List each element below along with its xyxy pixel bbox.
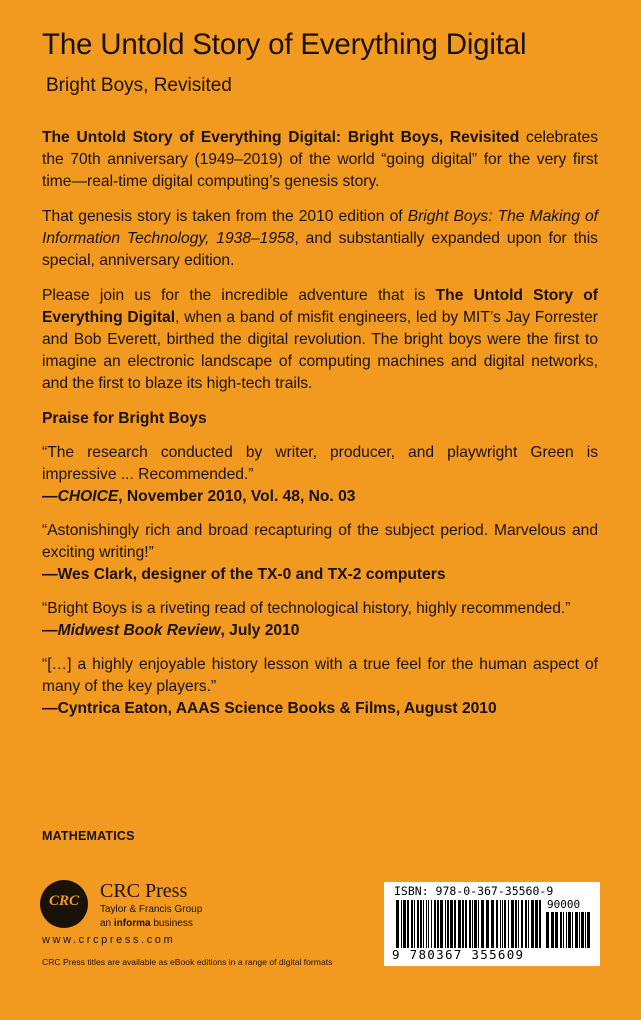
attribution-text: , November 2010, Vol. 48, No. 03 <box>118 488 356 505</box>
praise-quote <box>42 442 598 508</box>
barcode-bar <box>403 900 406 948</box>
description-text: , when a band of misfit engineers, led by MIT’s Jay Forrester and Bob Everett, birthed the digital revolution. The bright boys were the first to imagine an electronic landscape of computing machines and digital networks, and the first to blaze its high-tech trails. <box>42 309 598 392</box>
barcode-bar <box>555 912 558 948</box>
barcode-digits: 9 780367 355609 <box>392 947 525 962</box>
quote-text: “The research conducted by writer, producer, and playwright Green is impressive ... Recommended.” <box>42 444 598 483</box>
barcode-bar <box>440 900 443 948</box>
barcode-bar <box>515 900 517 948</box>
book-title: The Untold Story of Everything Digital <box>42 28 527 61</box>
barcode-bar <box>428 900 429 948</box>
barcode-bar <box>528 900 529 948</box>
barcode-bar <box>469 900 471 948</box>
barcode-bar <box>535 900 538 948</box>
barcode-bar <box>411 900 413 948</box>
quote-text: “[…] a highly enjoyable history lesson with a true feel for the human aspect of many of the key players.” <box>42 656 598 695</box>
barcode-bar <box>531 900 534 948</box>
barcode-bar <box>525 900 527 948</box>
barcode-bar <box>504 900 506 948</box>
barcode-bar <box>579 912 580 948</box>
barcode-bar <box>581 912 584 948</box>
praise-heading: Praise for Bright Boys <box>42 410 207 427</box>
barcode-bar <box>454 900 456 948</box>
praise-quote <box>42 520 598 586</box>
barcode-bar <box>423 900 424 948</box>
barcode-bars-icon <box>396 900 544 948</box>
barcode-bar <box>401 900 402 948</box>
barcode-bar <box>496 900 498 948</box>
description-text: celebrates the 70th anniversary (1949–2019) of the world “going digital” for the very first time—real-time digital computing’s genesis story. <box>42 129 599 190</box>
attribution-text: , July 2010 <box>220 622 300 639</box>
book-subtitle: Bright Boys, Revisited <box>46 75 232 96</box>
price-code: 90000 <box>547 898 581 911</box>
barcode-bar <box>511 900 514 948</box>
attribution-text: — <box>42 622 58 639</box>
description-paragraph-1 <box>42 127 598 193</box>
barcode-bar <box>587 912 590 948</box>
barcode-bar <box>572 912 573 948</box>
description-paragraph-3 <box>42 285 598 395</box>
barcode-bar <box>563 912 564 948</box>
barcode-bar <box>445 900 446 948</box>
barcode-addon-bars-icon <box>546 912 592 948</box>
quote-text: “Astonishingly rich and broad recapturing of the subject period. Marvelous and exciting writing!” <box>42 522 598 561</box>
informa-text: business <box>150 918 193 929</box>
barcode-bar <box>486 900 489 948</box>
barcode-bar <box>450 900 453 948</box>
barcode-bar <box>472 900 473 948</box>
barcode-bar <box>417 900 419 948</box>
praise-quote <box>42 598 598 642</box>
barcode-bar <box>462 900 464 948</box>
barcode-bar <box>518 900 519 948</box>
barcode-bar <box>447 900 449 948</box>
ebook-note: CRC Press titles are available as eBook editions in a range of digital formats <box>42 957 333 967</box>
barcode-bar <box>437 900 439 948</box>
barcode-bar <box>560 912 562 948</box>
publisher-informa <box>100 918 193 930</box>
barcode-bar <box>458 900 461 948</box>
description-body <box>42 127 598 732</box>
publisher-name: CRC Press <box>100 880 188 902</box>
barcode-bar <box>426 900 427 948</box>
barcode-bar <box>585 912 586 948</box>
description-bold-title: The Untold Story of Everything Digital <box>42 287 598 326</box>
description-text: Please join us for the incredible adventure that is <box>42 287 436 304</box>
barcode-bar <box>474 900 477 948</box>
informa-bold: informa <box>113 918 151 929</box>
attribution-source: Midwest Book Review <box>57 622 221 639</box>
barcode-bar <box>481 900 484 948</box>
isbn-label: ISBN: 978-0-367-35560-9 <box>394 884 554 898</box>
publisher-url: www.crcpress.com <box>42 934 176 946</box>
attribution-text: —Wes Clark, designer of the TX-0 and TX-2 computers <box>42 566 446 583</box>
barcode-bar <box>396 900 399 948</box>
praise-quote <box>42 654 598 720</box>
subject-category: MATHEMATICS <box>42 829 135 843</box>
description-text: That genesis story is taken from the 2010 edition of <box>42 208 408 225</box>
description-italic-title: Bright Boys: The Making of Information Technology, 1938–1958 <box>42 208 598 247</box>
description-text: , and substantially expanded upon for this special, anniversary edition. <box>42 230 598 269</box>
barcode-bar <box>521 900 523 948</box>
quote-attribution <box>42 564 598 586</box>
quote-attribution <box>42 698 598 720</box>
barcode-bar <box>434 900 436 948</box>
quote-text: “Bright Boys is a riveting read of technological history, highly recommended.” <box>42 600 571 617</box>
description-bold-title: The Untold Story of Everything Digital: Bright Boys, Revisited <box>42 129 520 146</box>
barcode-bar <box>539 900 541 948</box>
attribution-text: —Cyntrica Eaton, AAAS Science Books & Films, August 2010 <box>42 700 497 717</box>
barcode-bar <box>491 900 494 948</box>
attribution-source: CHOICE <box>57 488 119 505</box>
publisher-group: Taylor & Francis Group <box>100 904 203 915</box>
quote-attribution <box>42 620 598 642</box>
isbn-barcode <box>384 882 600 966</box>
informa-text: an <box>100 918 114 929</box>
description-paragraph-2 <box>42 206 598 272</box>
barcode-bar <box>478 900 479 948</box>
barcode-bar <box>500 900 501 948</box>
attribution-text: — <box>42 488 58 505</box>
barcode-bar <box>407 900 409 948</box>
barcode-bar <box>568 912 571 948</box>
quote-attribution <box>42 486 598 508</box>
barcode-bar <box>575 912 578 948</box>
barcode-bar <box>465 900 467 948</box>
barcode-bar <box>502 900 503 948</box>
barcode-bar <box>414 900 415 948</box>
barcode-bar <box>420 900 422 948</box>
crc-logo-text: CRC <box>48 893 79 909</box>
barcode-bar <box>551 912 554 948</box>
barcode-bar <box>508 900 509 948</box>
barcode-bar <box>431 900 432 948</box>
barcode-bar <box>546 912 549 948</box>
barcode-bar <box>566 912 567 948</box>
